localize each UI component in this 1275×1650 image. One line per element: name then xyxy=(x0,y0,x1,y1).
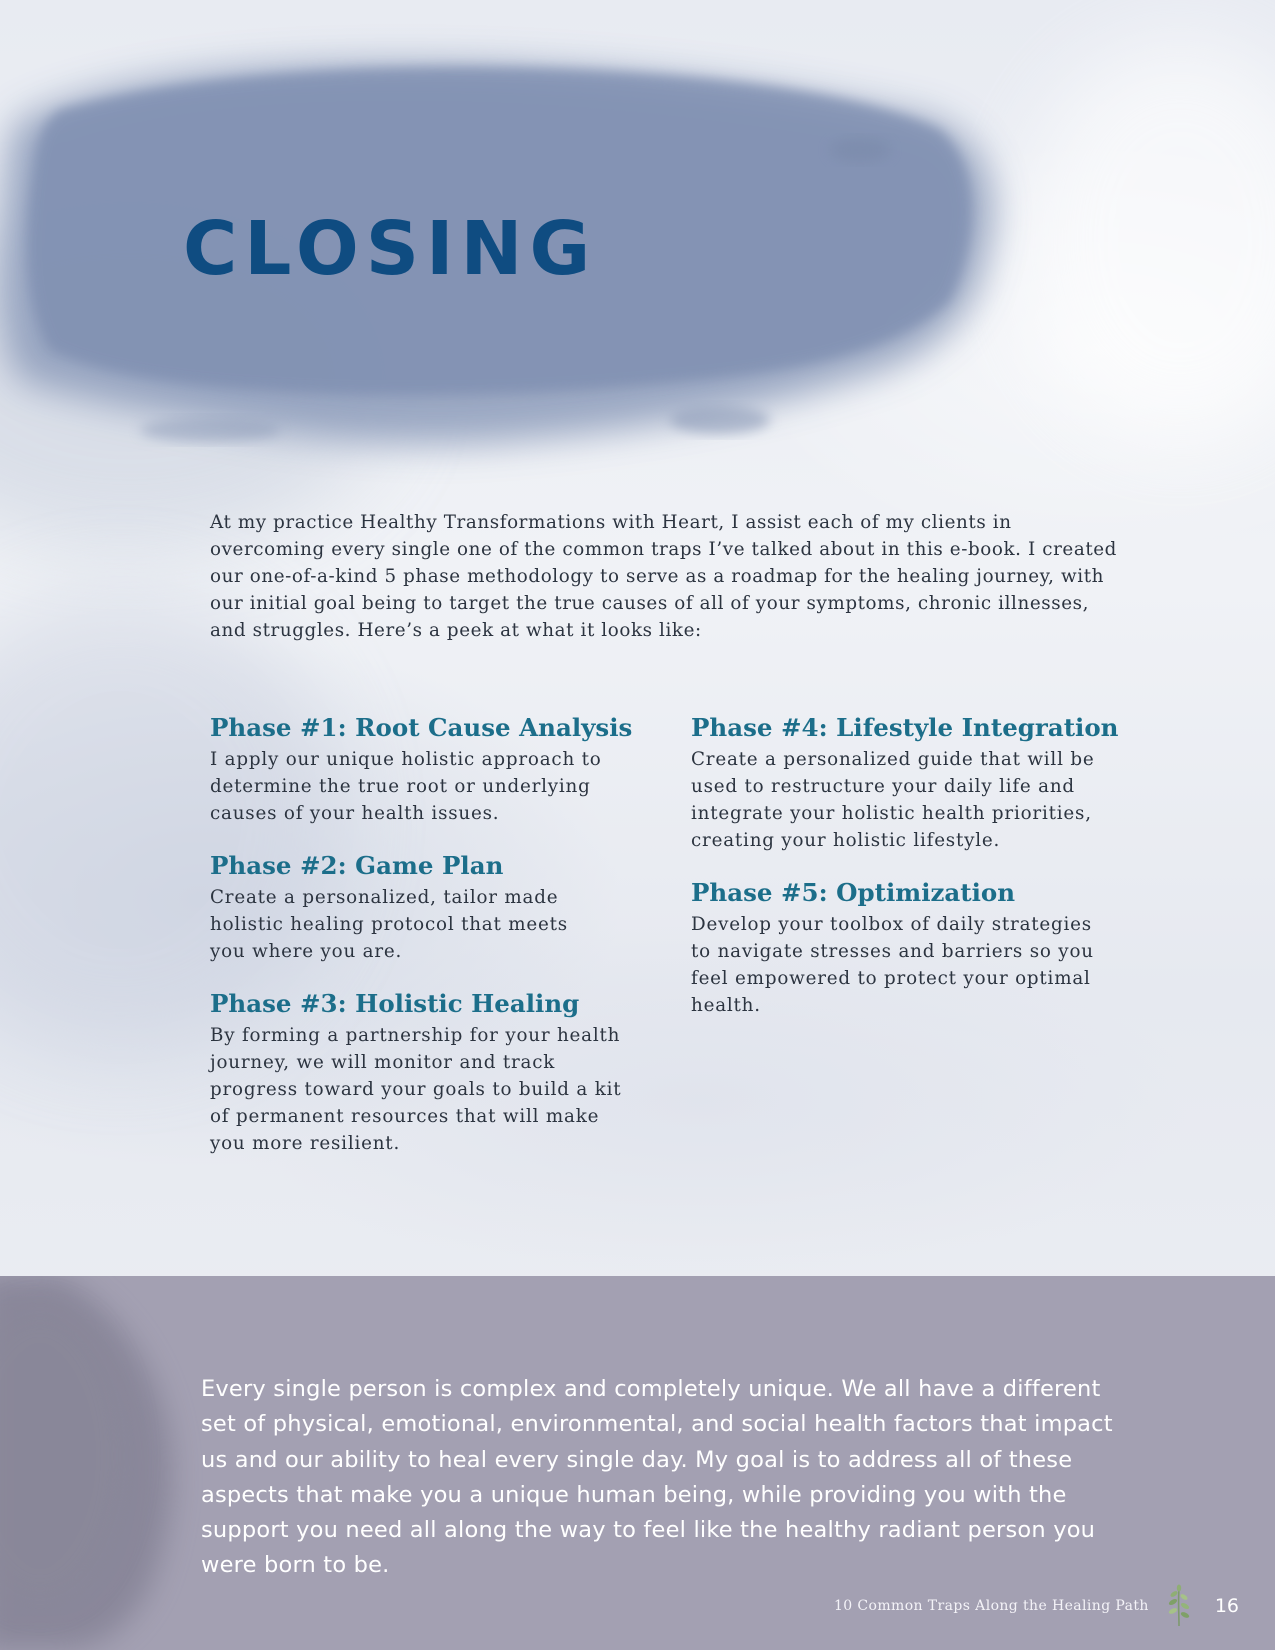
phase-heading: Phase #1: Root Cause Analysis xyxy=(210,713,633,742)
phase-item xyxy=(691,712,1131,854)
phases-column-right xyxy=(691,712,1131,1042)
phase-heading: Phase #5: Optimization xyxy=(691,878,1016,907)
phase-description: I apply our unique holistic approach to determine the true root or underlying causes of your health issues. xyxy=(210,749,602,824)
phase-item xyxy=(691,877,1131,1019)
intro-paragraph: At my practice Healthy Transformations with Heart, I assist each of my clients in overcoming every single one of the common traps I’ve talked about in this e-book. I created our one-of-a-kind 5 phase methodology to serve as a roadmap for the healing journey, with our initial goal being to target the true causes of all of your symptoms, chronic illnesses, and struggles. Here’s a peek at what it looks like: xyxy=(210,512,1117,641)
phase-description: Create a personalized, tailor made holistic healing protocol that meets you where you are. xyxy=(210,887,568,962)
phase-description: Develop your toolbox of daily strategies to navigate stresses and barriers so you feel empowered to protect your optimal health. xyxy=(691,914,1094,1016)
page-title: CLOSING xyxy=(183,206,598,292)
phase-heading: Phase #4: Lifestyle Integration xyxy=(691,713,1119,742)
phases-column-left xyxy=(210,712,650,1180)
phase-description: Create a personalized guide that will be used to restructure your daily life and integrate your holistic health priorities, creating your holistic lifestyle. xyxy=(691,749,1095,851)
phase-heading: Phase #2: Game Plan xyxy=(210,851,504,880)
leaf-sprig-icon xyxy=(1163,1584,1195,1628)
phase-item xyxy=(210,850,650,965)
page-number: 16 xyxy=(1214,1595,1239,1617)
phase-heading: Phase #3: Holistic Healing xyxy=(210,989,580,1018)
phase-item xyxy=(210,988,650,1157)
closing-paragraph: Every single person is complex and completely unique. We all have a different set of physical, emotional, environmental, and social health factors that impact us and our ability to heal every single day. My goal is to address all of these aspects that make you a unique human being, while providing you with the support you need all along the way to feel like the healthy radiant person you were born to be. xyxy=(201,1376,1113,1579)
phase-item xyxy=(210,712,650,827)
page-footer xyxy=(834,1582,1239,1630)
footer-book-title: 10 Common Traps Along the Healing Path xyxy=(833,1598,1149,1614)
phase-description: By forming a partnership for your health journey, we will monitor and track progress toward your goals to build a kit of permanent resources that will make you more resilient. xyxy=(210,1025,622,1154)
